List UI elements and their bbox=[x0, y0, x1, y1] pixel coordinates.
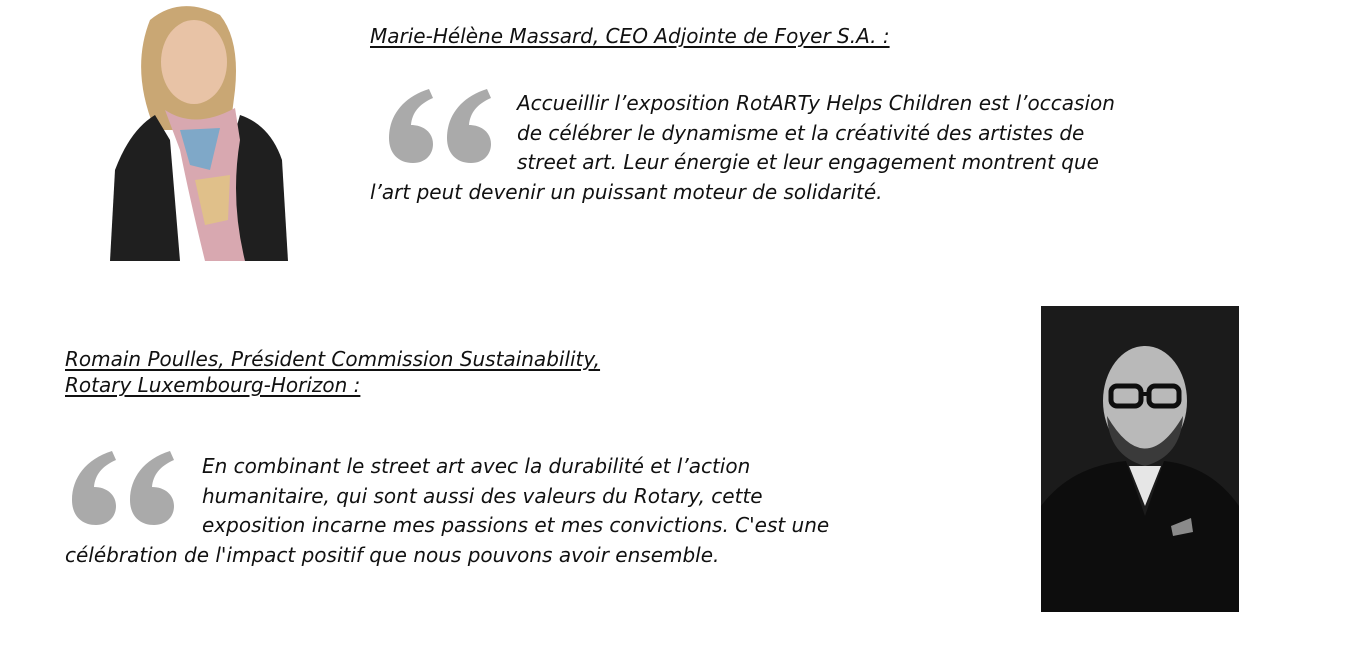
quote-line: humanitaire, qui sont aussi des valeurs du Rotary, cette bbox=[202, 483, 763, 508]
quote-line: de célébrer le dynamisme et la créativité des artistes de bbox=[517, 120, 1085, 145]
quote-line: En combinant le street art avec la durabilité et l’action bbox=[202, 454, 751, 478]
quote-line: exposition incarne mes passions et mes convictions. C'est une bbox=[202, 513, 830, 537]
speaker-name-line: Rotary Luxembourg-Horizon : bbox=[65, 373, 361, 397]
quote-line: l’art peut devenir un puissant moteur de solidarité. bbox=[370, 179, 883, 204]
portrait-photo-poulles bbox=[1041, 306, 1239, 612]
testimonial-quote bbox=[370, 89, 1115, 207]
speaker-name: Marie-Hélène Massard, CEO Adjointe de Foyer S.A. : bbox=[370, 24, 890, 48]
speaker-name-line: Romain Poulles, Président Commission Sustainability, bbox=[65, 347, 601, 371]
speaker-name bbox=[65, 346, 600, 398]
quote-line: Accueillir l’exposition RotARTy Helps Children est l’occasion bbox=[517, 91, 1115, 115]
portrait-photo-massard bbox=[110, 0, 288, 261]
quote-line: street art. Leur énergie et leur engagement montrent que bbox=[517, 150, 1099, 174]
quote-line: célébration de l'impact positif que nous pouvons avoir ensemble. bbox=[65, 542, 720, 567]
testimonial-quote bbox=[65, 452, 829, 570]
